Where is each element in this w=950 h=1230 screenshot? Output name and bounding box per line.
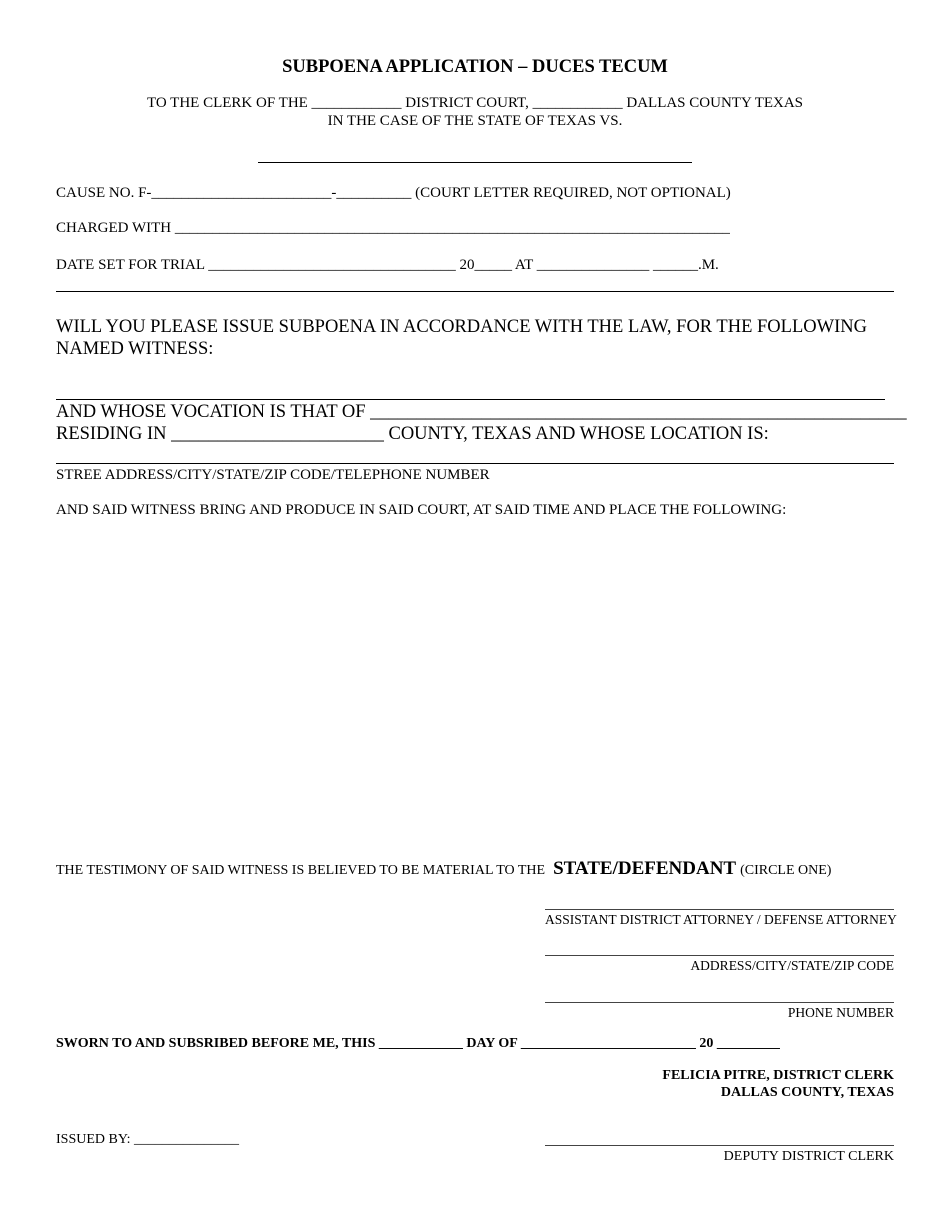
residing-field[interactable]: RESIDING IN _______________________ COUNTY, TEXAS AND WHOSE LOCATION IS:: [56, 424, 769, 444]
address-line[interactable]: [56, 463, 894, 464]
circle-one-note: (CIRCLE ONE): [740, 863, 832, 878]
attorney-phone-line[interactable]: [545, 1002, 894, 1003]
request-line-1: WILL YOU PLEASE ISSUE SUBPOENA IN ACCORDANCE WITH THE LAW, FOR THE FOLLOWING: [56, 317, 867, 337]
section-divider-1: [56, 291, 894, 292]
attorney-phone-label: PHONE NUMBER: [787, 1005, 894, 1020]
header-line-2: IN THE CASE OF THE STATE OF TEXAS VS.: [327, 113, 623, 129]
header-line-1: TO THE CLERK OF THE ____________ DISTRICT COURT, ____________ DALLAS COUNTY TEXAS: [146, 95, 804, 111]
request-line-2: NAMED WITNESS:: [56, 339, 214, 359]
vocation-field[interactable]: AND WHOSE VOCATION IS THAT OF __________________________________________________________: [56, 402, 907, 422]
attorney-address-label: ADDRESS/CITY/STATE/ZIP CODE: [690, 958, 894, 973]
charged-with-field[interactable]: CHARGED WITH __________________________________________________________________________: [56, 220, 730, 236]
testimony-statement: [56, 858, 831, 880]
attorney-label: ASSISTANT DISTRICT ATTORNEY / DEFENSE ATTORNEY: [545, 912, 897, 927]
items-to-produce-area[interactable]: [56, 530, 894, 850]
address-label: STREE ADDRESS/CITY/STATE/ZIP CODE/TELEPHONE NUMBER: [56, 467, 490, 483]
cause-no-field[interactable]: CAUSE NO. F-________________________-__________ (COURT LETTER REQUIRED, NOT OPTIONAL): [56, 185, 731, 201]
witness-name-line[interactable]: [56, 399, 885, 400]
clerk-name: FELICIA PITRE, DISTRICT CLERK: [662, 1068, 894, 1083]
issued-by-field[interactable]: ISSUED BY: _______________: [56, 1132, 240, 1147]
deputy-signature-line[interactable]: [545, 1145, 894, 1146]
produce-instruction: AND SAID WITNESS BRING AND PRODUCE IN SAID COURT, AT SAID TIME AND PLACE THE FOLLOWING:: [56, 502, 787, 518]
sworn-statement[interactable]: SWORN TO AND SUBSRIBED BEFORE ME, THIS ____________ DAY OF _________________________ 20 _________: [56, 1036, 780, 1051]
form-title: SUBPOENA APPLICATION – DUCES TECUM: [282, 57, 668, 77]
deputy-clerk-label: DEPUTY DISTRICT CLERK: [723, 1149, 894, 1164]
trial-date-field[interactable]: DATE SET FOR TRIAL _________________________________ 20_____ AT _______________ ______.M.: [56, 257, 719, 273]
attorney-address-line[interactable]: [545, 955, 894, 956]
clerk-county: DALLAS COUNTY, TEXAS: [720, 1085, 894, 1100]
attorney-signature-line[interactable]: [545, 909, 894, 910]
testimony-text: THE TESTIMONY OF SAID WITNESS IS BELIEVED TO BE MATERIAL TO THE: [56, 863, 546, 878]
defendant-name-line[interactable]: [258, 162, 692, 163]
state-defendant-choice[interactable]: STATE/DEFENDANT: [553, 858, 737, 879]
